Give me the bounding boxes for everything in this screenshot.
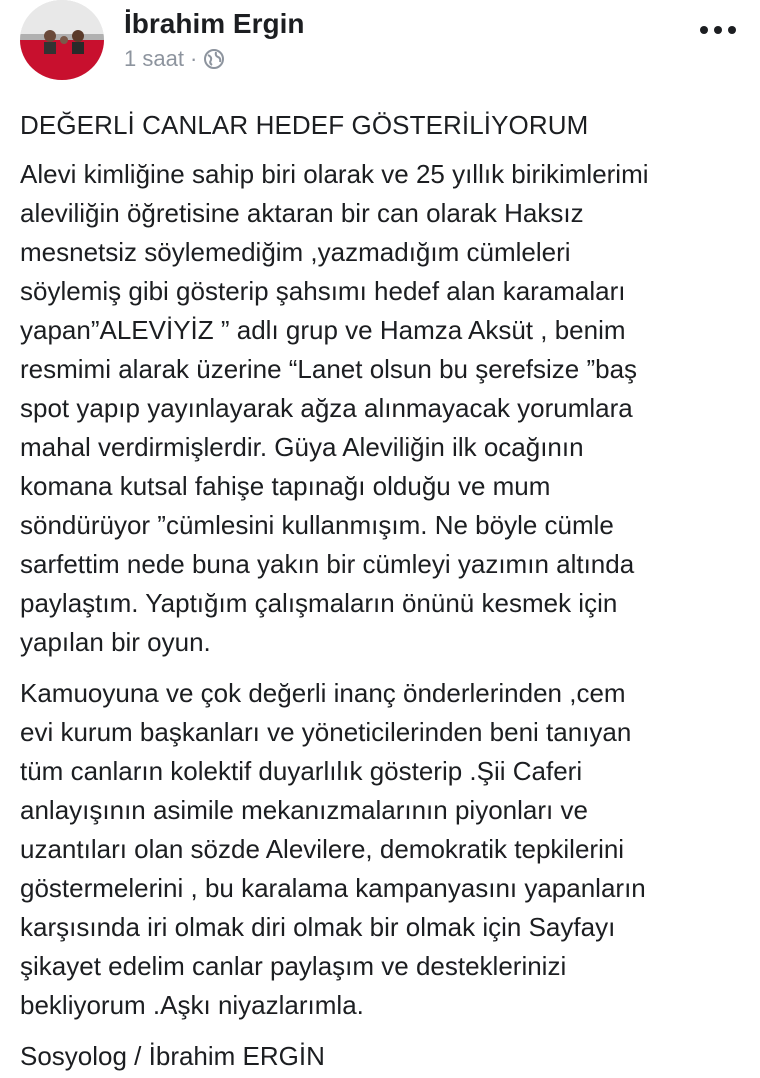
paragraph-line: paylaştım. Yaptığım çalışmaların önünü kesmek için [20, 588, 618, 618]
paragraph-line: komana kutsal fahişe tapınağı olduğu ve mum [20, 471, 551, 501]
paragraph-line: bekliyorum .Aşkı niyazlarımla. [20, 990, 364, 1020]
globe-icon[interactable] [203, 48, 225, 70]
paragraph-line: göstermelerini , bu karalama kampanyasını yapanların [20, 873, 646, 903]
meta-separator: · [189, 46, 198, 71]
paragraph-line: tüm canların kolektif duyarlılık gösterip .Şii Caferi [20, 756, 583, 786]
paragraph-line: söndürüyor ”cümlesini kullanmışım. Ne böyle cümle [20, 510, 614, 540]
paragraph-line: spot yapıp yayınlayarak ağza alınmayacak yorumlara [20, 393, 633, 423]
paragraph-line: yapılan bir oyun. [20, 627, 211, 657]
paragraph-line: yapan”ALEVİYİZ ” adlı grup ve Hamza Aksüt , benim [20, 315, 626, 345]
author-name[interactable]: İbrahim Ergin [124, 8, 305, 39]
paragraph-line: evi kurum başkanları ve yöneticilerinden beni tanıyan [20, 717, 632, 747]
paragraph-line: Alevi kimliğine sahip biri olarak ve 25 yıllık birikimlerimi [20, 159, 649, 189]
post-time[interactable]: 1 saat [124, 46, 184, 71]
post-headline: DEĞERLİ CANLAR HEDEF GÖSTERİLİYORUM [20, 110, 589, 140]
post-meta [124, 46, 225, 72]
avatar[interactable] [20, 0, 104, 80]
paragraph-line: mahal verdirmişlerdir. Güya Aleviliğin ilk ocağının [20, 432, 584, 462]
paragraph-line: mesnetsiz söylemediğim ,yazmadığım cümleleri [20, 237, 571, 267]
paragraph-line: aleviliğin öğretisine aktaran bir can olarak Haksız [20, 198, 584, 228]
paragraph-line: anlayışının asimile mekanızmalarının piyonları ve [20, 795, 588, 825]
paragraph-line: uzantıları olan sözde Alevilere, demokratik tepkilerini [20, 834, 625, 864]
post-paragraph-1 [20, 155, 745, 662]
post-header [0, 0, 760, 90]
more-options-icon[interactable] [698, 20, 738, 40]
paragraph-line: karşısında iri olmak diri olmak bir olmak için Sayfayı [20, 912, 616, 942]
paragraph-line: sarfettim nede buna yakın bir cümleyi yazımın altında [20, 549, 635, 579]
paragraph-line: resmimi alarak üzerine “Lanet olsun bu şerefsize ”baş [20, 354, 638, 384]
post-body [20, 106, 745, 1076]
post-signature: Sosyolog / İbrahim ERGİN [20, 1041, 325, 1071]
paragraph-line: söylemiş gibi gösterip şahsımı hedef alan karamaları [20, 276, 626, 306]
avatar-image [20, 0, 104, 80]
paragraph-line: Kamuoyuna ve çok değerli inanç önderlerinden ,cem [20, 678, 626, 708]
post-paragraph-2 [20, 674, 745, 1025]
paragraph-line: şikayet edelim canlar paylaşım ve desteklerinizi [20, 951, 567, 981]
